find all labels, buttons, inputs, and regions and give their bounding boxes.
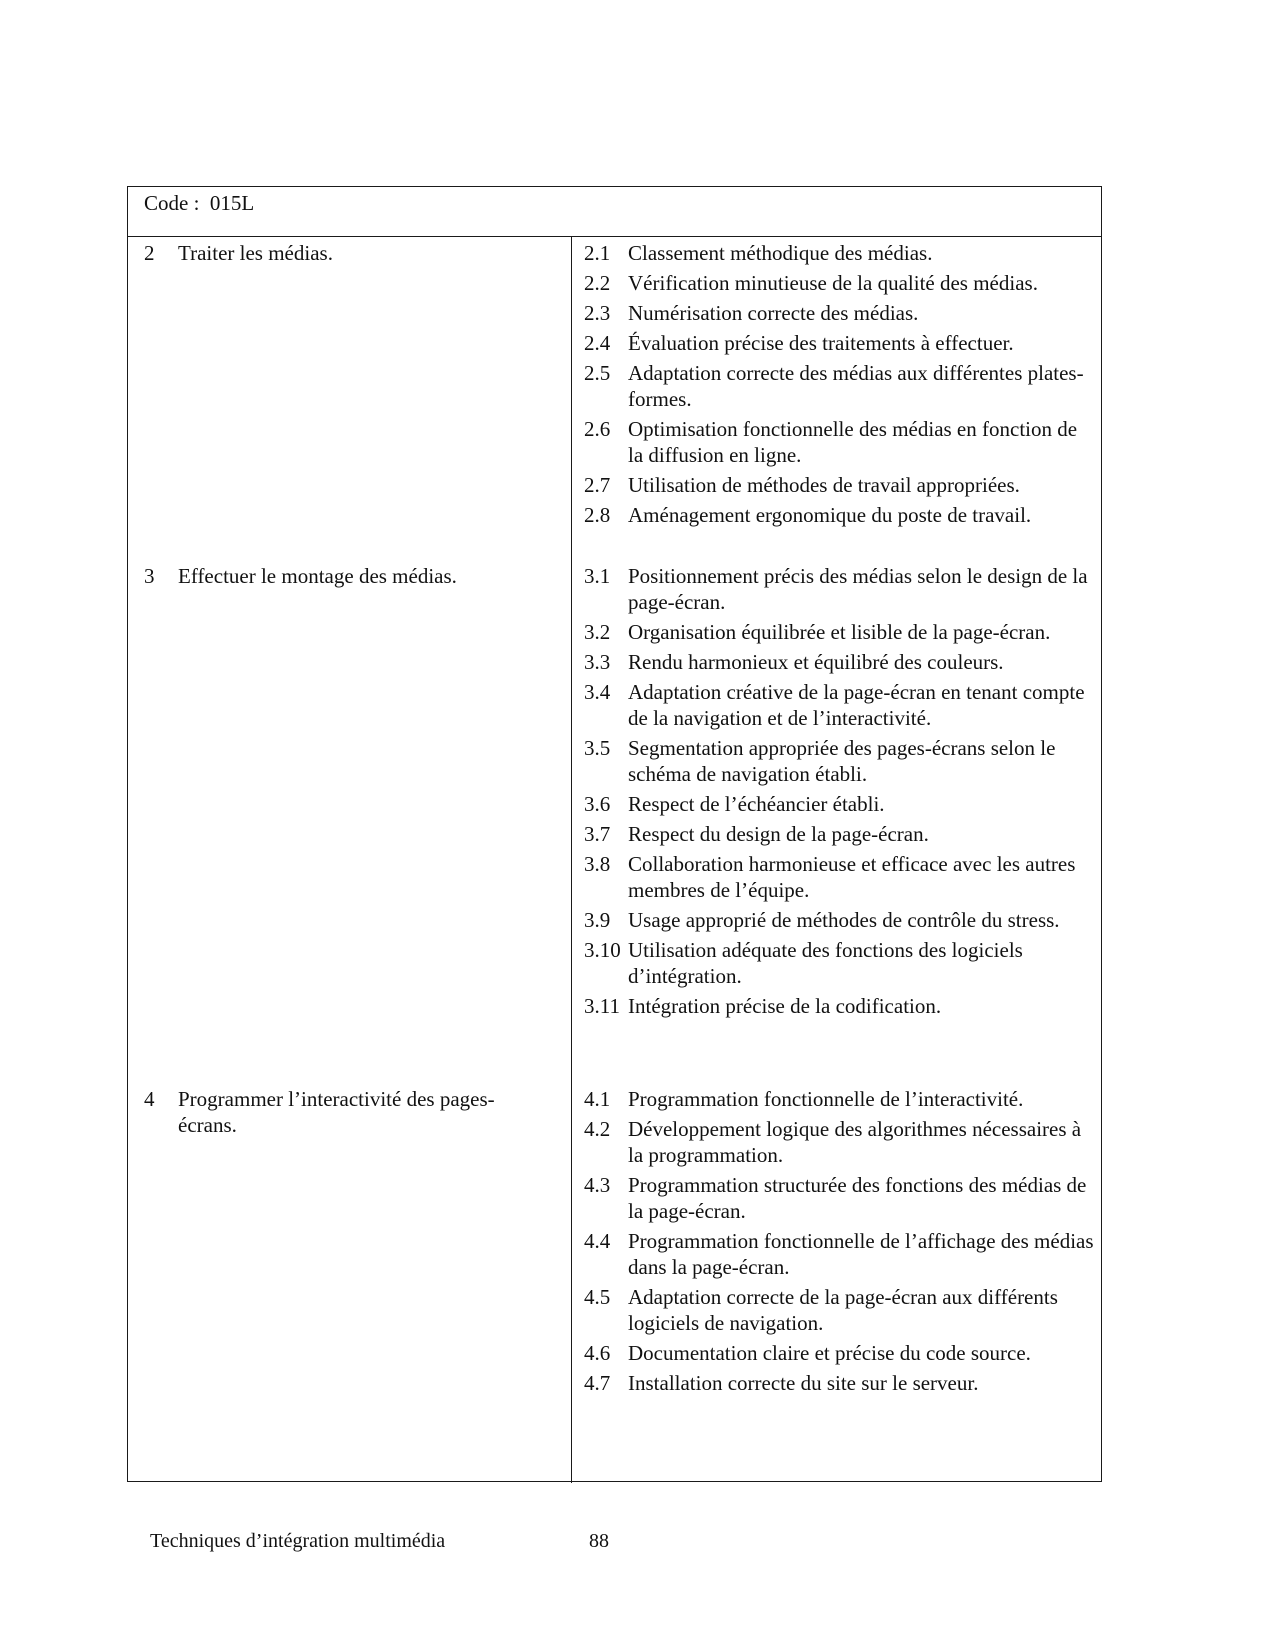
- criterion-number: 2.2: [584, 271, 611, 295]
- criterion-text: Respect de l’échéancier établi.: [628, 792, 885, 816]
- criterion-item: [584, 1340, 1094, 1366]
- criterion-text: Adaptation créative de la page-écran en tenant compte de la navigation et de l’interactivité.: [628, 680, 1085, 730]
- criterion-number: 4.4: [584, 1229, 611, 1253]
- criterion-text: Segmentation appropriée des pages-écrans selon le schéma de navigation établi.: [628, 736, 1056, 786]
- criterion-text: Utilisation de méthodes de travail appropriées.: [628, 473, 1020, 497]
- competency-table: [127, 186, 1102, 1482]
- criterion-item: [584, 679, 1094, 731]
- criterion-text: Numérisation correcte des médias.: [628, 301, 919, 325]
- criterion-item: [584, 1086, 1094, 1112]
- criterion-text: Usage approprié de méthodes de contrôle du stress.: [628, 908, 1060, 932]
- criterion-item: [584, 619, 1094, 645]
- criterion-number: 2.7: [584, 473, 611, 497]
- element-title: Programmer l’interactivité des pages-écrans.: [178, 1087, 495, 1137]
- code-label: Code :: [144, 191, 200, 215]
- criterion-item: [584, 270, 1094, 296]
- criterion-item: [584, 851, 1094, 903]
- criteria-list-2: [584, 240, 1094, 532]
- criterion-text: Rendu harmonieux et équilibré des couleurs.: [628, 650, 1004, 674]
- criterion-item: [584, 360, 1094, 412]
- criterion-number: 4.7: [584, 1371, 611, 1395]
- criterion-number: 4.1: [584, 1087, 611, 1111]
- criterion-text: Programmation fonctionnelle de l’affichage des médias dans la page-écran.: [628, 1229, 1094, 1279]
- code-header-row: [128, 187, 1101, 237]
- criterion-number: 3.9: [584, 908, 611, 932]
- criterion-item: [584, 472, 1094, 498]
- criterion-text: Classement méthodique des médias.: [628, 241, 933, 265]
- criterion-text: Programmation structurée des fonctions des médias de la page-écran.: [628, 1173, 1087, 1223]
- criterion-number: 3.8: [584, 852, 611, 876]
- criterion-item: [584, 416, 1094, 468]
- criterion-number: 3.6: [584, 792, 611, 816]
- element-number: 4: [144, 1087, 155, 1111]
- page-number: 88: [589, 1530, 609, 1552]
- criterion-text: Positionnement précis des médias selon le design de la page-écran.: [628, 564, 1088, 614]
- criterion-number: 3.10: [584, 938, 621, 962]
- criterion-item: [584, 821, 1094, 847]
- criterion-item: [584, 300, 1094, 326]
- criterion-number: 2.8: [584, 503, 611, 527]
- criterion-text: Vérification minutieuse de la qualité des médias.: [628, 271, 1038, 295]
- criterion-text: Programmation fonctionnelle de l’interactivité.: [628, 1087, 1024, 1111]
- code-line: [144, 190, 254, 216]
- element-number: 2: [144, 241, 155, 265]
- criterion-number: 3.2: [584, 620, 611, 644]
- criterion-text: Adaptation correcte des médias aux différentes plates-formes.: [628, 361, 1084, 411]
- criterion-text: Développement logique des algorithmes nécessaires à la programmation.: [628, 1117, 1082, 1167]
- criterion-text: Documentation claire et précise du code source.: [628, 1341, 1031, 1365]
- criterion-item: [584, 1370, 1094, 1396]
- criterion-item: [584, 240, 1094, 266]
- criteria-list-4: [584, 1086, 1094, 1400]
- criterion-number: 3.5: [584, 736, 611, 760]
- criterion-item: [584, 907, 1094, 933]
- criterion-item: [584, 1284, 1094, 1336]
- footer-title: Techniques d’intégration multimédia: [150, 1530, 446, 1552]
- criterion-text: Adaptation correcte de la page-écran aux différents logiciels de navigation.: [628, 1285, 1058, 1335]
- criterion-number: 3.7: [584, 822, 611, 846]
- criterion-number: 2.3: [584, 301, 611, 325]
- criterion-number: 4.3: [584, 1173, 611, 1197]
- criterion-text: Intégration précise de la codification.: [628, 994, 942, 1018]
- criterion-number: 3.3: [584, 650, 611, 674]
- criterion-item: [584, 502, 1094, 528]
- element-title: Traiter les médias.: [178, 241, 333, 265]
- criterion-number: 3.1: [584, 564, 611, 588]
- code-value: 015L: [209, 191, 255, 215]
- criterion-item: [584, 1228, 1094, 1280]
- criterion-number: 3.11: [584, 994, 620, 1018]
- criterion-text: Installation correcte du site sur le serveur.: [628, 1371, 979, 1395]
- criterion-item: [584, 330, 1094, 356]
- criterion-number: 2.4: [584, 331, 611, 355]
- criterion-text: Évaluation précise des traitements à effectuer.: [628, 331, 1014, 355]
- criterion-number: 2.5: [584, 361, 611, 385]
- criterion-text: Optimisation fonctionnelle des médias en fonction de la diffusion en ligne.: [628, 417, 1078, 467]
- criterion-item: [584, 1172, 1094, 1224]
- criterion-number: 4.6: [584, 1341, 611, 1365]
- criterion-text: Collaboration harmonieuse et efficace avec les autres membres de l’équipe.: [628, 852, 1076, 902]
- criterion-item: [584, 791, 1094, 817]
- criterion-text: Organisation équilibrée et lisible de la page-écran.: [628, 620, 1051, 644]
- element-title: Effectuer le montage des médias.: [178, 564, 457, 588]
- criteria-list-3: [584, 563, 1094, 1023]
- criterion-number: 4.5: [584, 1285, 611, 1309]
- criterion-text: Respect du design de la page-écran.: [628, 822, 929, 846]
- criterion-item: [584, 649, 1094, 675]
- criterion-item: [584, 563, 1094, 615]
- criterion-item: [584, 735, 1094, 787]
- criterion-item: [584, 1116, 1094, 1168]
- criterion-item: [584, 937, 1094, 989]
- element-4: [144, 1086, 544, 1138]
- column-divider: [571, 236, 572, 1483]
- criterion-number: 4.2: [584, 1117, 611, 1141]
- element-number: 3: [144, 564, 155, 588]
- criterion-number: 2.1: [584, 241, 611, 265]
- criterion-item: [584, 993, 1094, 1019]
- criterion-number: 2.6: [584, 417, 611, 441]
- element-3: [144, 563, 544, 589]
- element-2: [144, 240, 544, 266]
- criterion-number: 3.4: [584, 680, 611, 704]
- criterion-text: Utilisation adéquate des fonctions des logiciels d’intégration.: [628, 938, 1023, 988]
- criterion-text: Aménagement ergonomique du poste de travail.: [628, 503, 1032, 527]
